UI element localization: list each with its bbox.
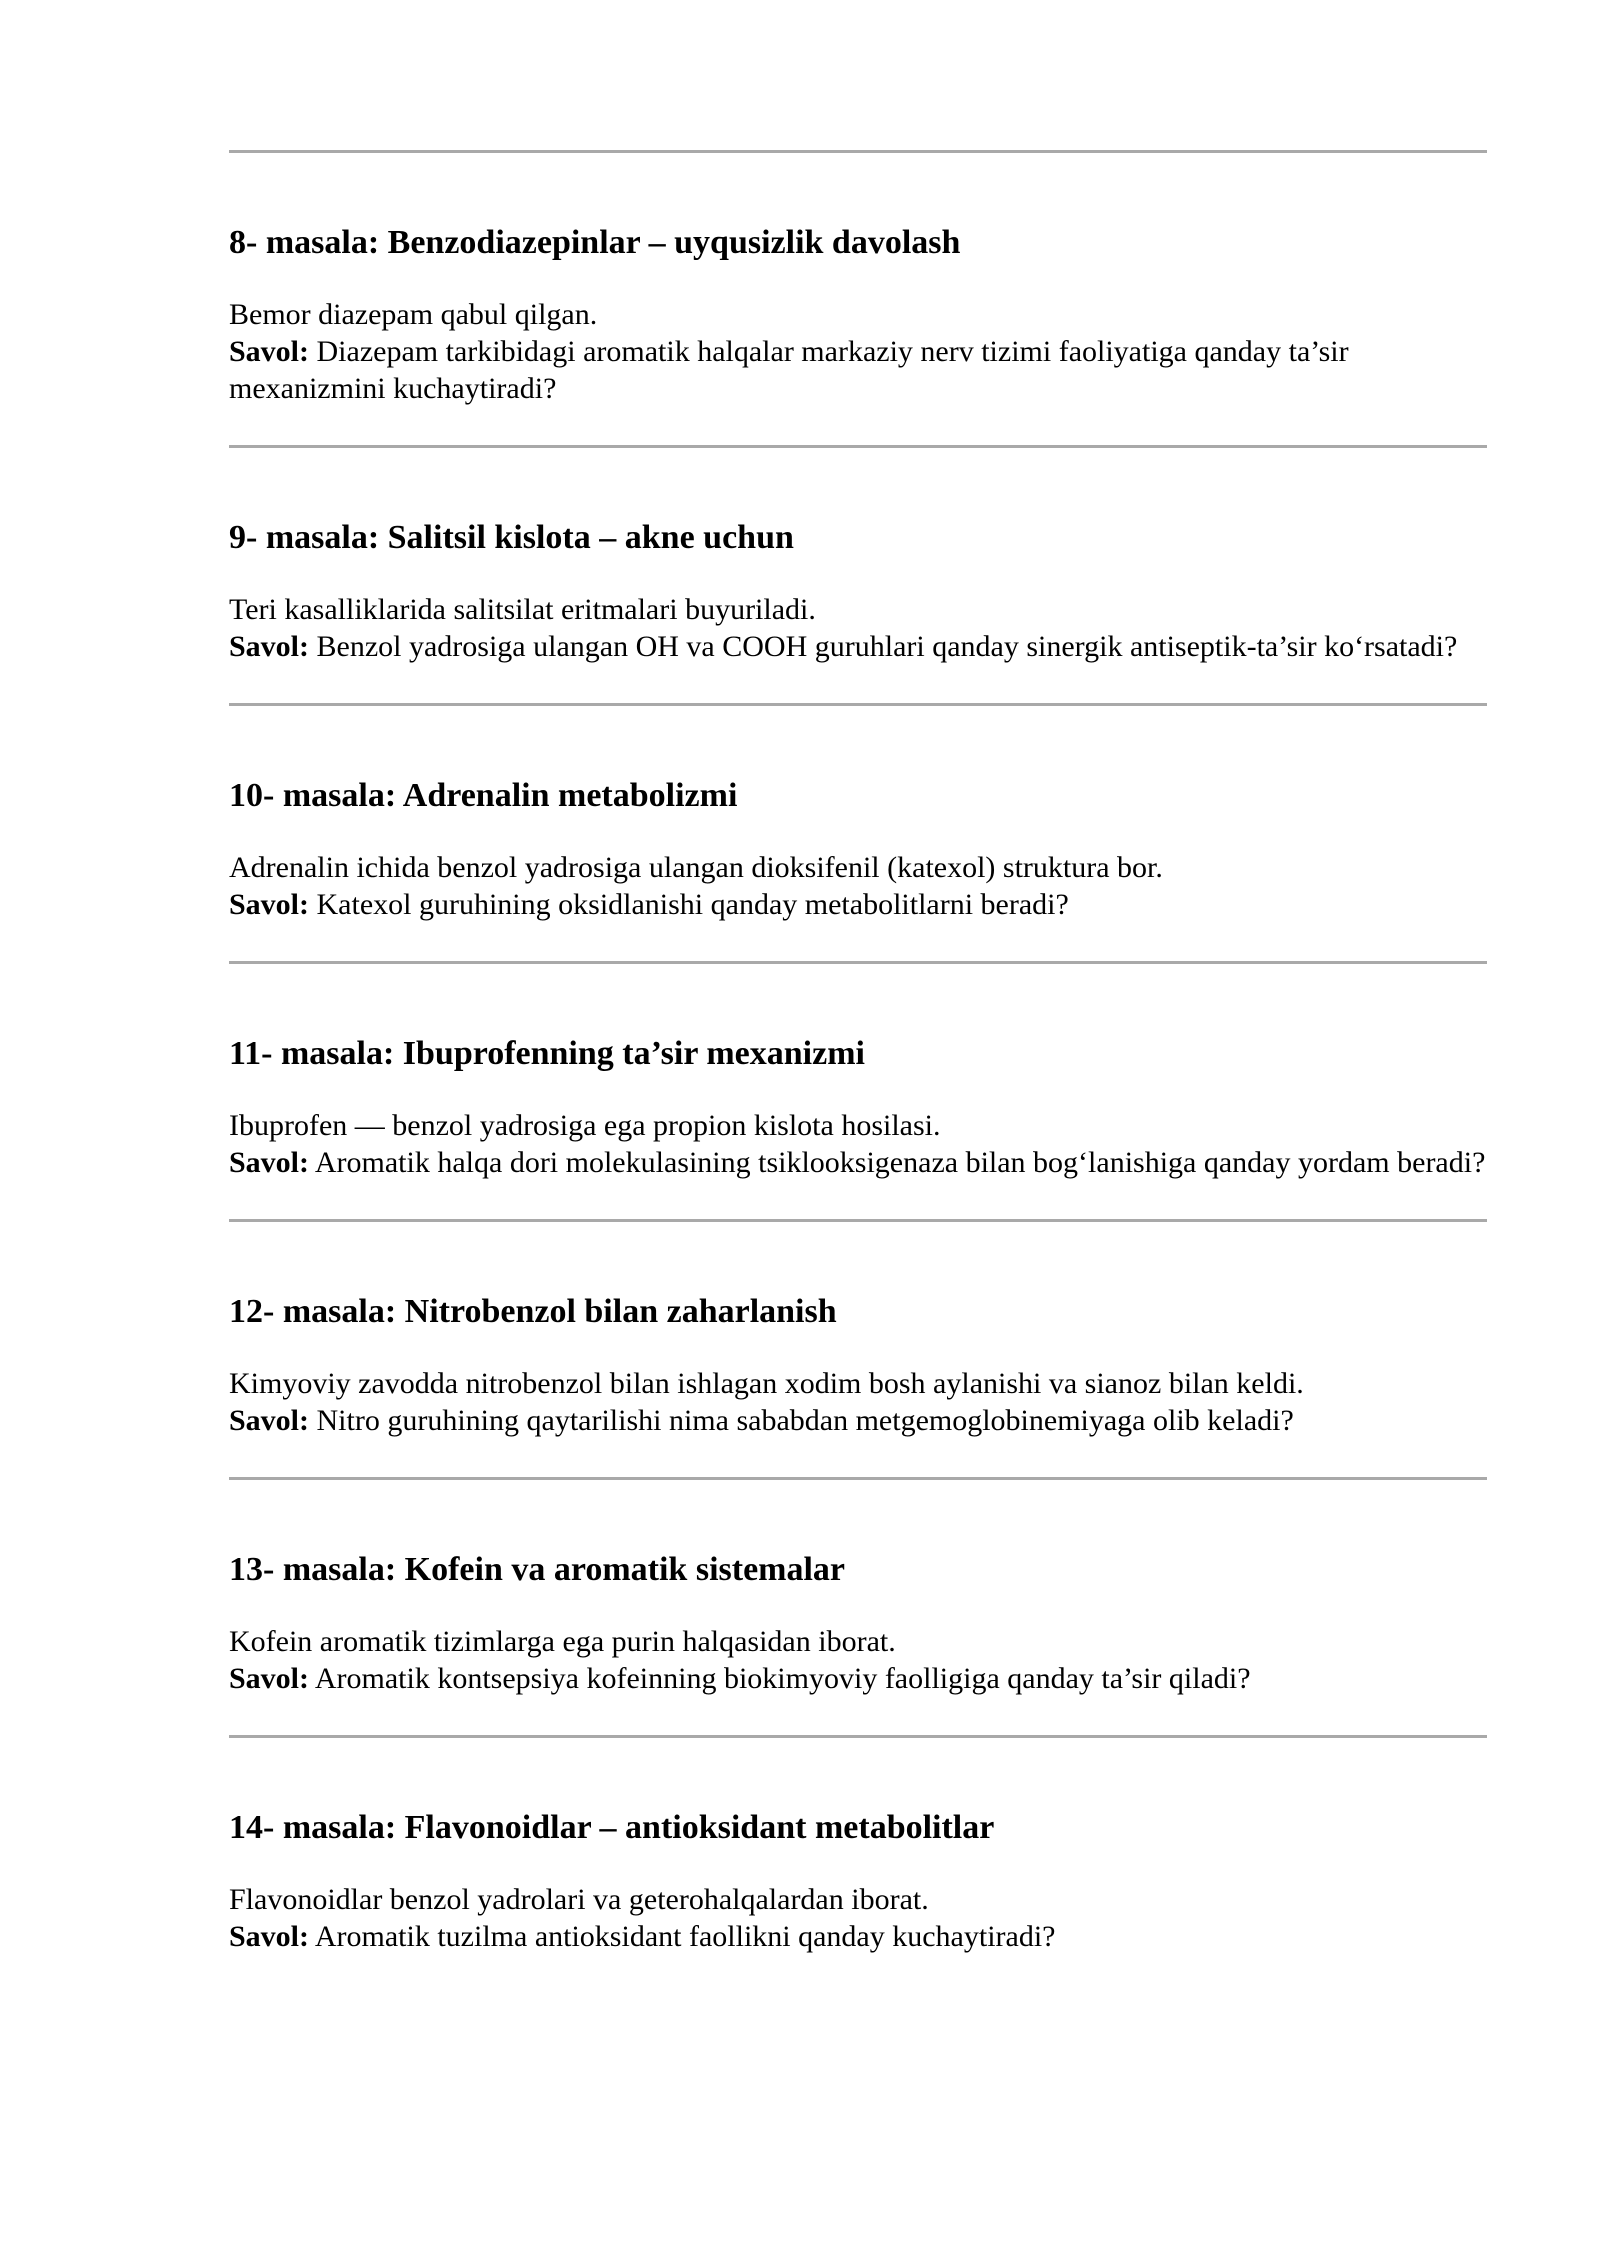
document-page: [229, 0, 1487, 1993]
task-14: [229, 1738, 1487, 1993]
task-description: Kimyoviy zavodda nitrobenzol bilan ishlagan xodim bosh aylanishi va sianoz bilan keldi.: [229, 1367, 1304, 1400]
question-label: Savol:: [229, 1146, 310, 1179]
task-11: [229, 964, 1487, 1219]
task-description: Teri kasalliklarida salitsilat eritmalari buyuriladi.: [229, 593, 816, 626]
task-9: [229, 448, 1487, 703]
question-label: Savol:: [229, 1920, 310, 1953]
question-text: Aromatik tuzilma antioksidant faollikni qanday kuchaytiradi?: [314, 1920, 1056, 1953]
task-question: [229, 1660, 1487, 1697]
task-8: [229, 153, 1487, 445]
question-text: Aromatik halqa dori molekulasining tsiklooksigenaza bilan bog‘lanishiga qanday yordam beradi?: [314, 1146, 1486, 1179]
task-title: 9- masala: Salitsil kislota – akne uchun: [229, 519, 794, 556]
task-description: Bemor diazepam qabul qilgan.: [229, 298, 598, 331]
question-text: Aromatik kontsepsiya kofeinning biokimyoviy faolligiga qanday ta’sir qiladi?: [314, 1662, 1251, 1695]
task-question: [229, 333, 1487, 407]
task-title: 11- masala: Ibuprofenning ta’sir mexanizmi: [229, 1035, 865, 1072]
question-label: Savol:: [229, 1404, 310, 1437]
task-description: Kofein aromatik tizimlarga ega purin halqasidan iborat.: [229, 1625, 896, 1658]
question-label: Savol:: [229, 335, 310, 368]
task-description: Ibuprofen — benzol yadrosiga ega propion kislota hosilasi.: [229, 1109, 941, 1142]
task-question: [229, 886, 1487, 923]
question-text: Diazepam tarkibidagi aromatik halqalar markaziy nerv tizimi faoliyatiga qanday ta’sir mexanizmini kuchaytiradi?: [229, 335, 1349, 405]
task-title: 14- masala: Flavonoidlar – antioksidant metabolitlar: [229, 1809, 995, 1846]
task-title: 8- masala: Benzodiazepinlar – uyqusizlik davolash: [229, 224, 961, 261]
task-question: [229, 628, 1487, 665]
task-title: 12- masala: Nitrobenzol bilan zaharlanish: [229, 1293, 837, 1330]
task-12: [229, 1222, 1487, 1477]
question-label: Savol:: [229, 888, 310, 921]
question-text: Benzol yadrosiga ulangan OH va COOH guruhlari qanday sinergik antiseptik-ta’sir ko‘rsatadi?: [316, 630, 1458, 663]
question-label: Savol:: [229, 630, 310, 663]
task-description: Adrenalin ichida benzol yadrosiga ulangan dioksifenil (katexol) struktura bor.: [229, 851, 1163, 884]
task-question: [229, 1918, 1487, 1955]
task-title: 13- masala: Kofein va aromatik sistemalar: [229, 1551, 846, 1588]
question-label: Savol:: [229, 1662, 310, 1695]
task-10: [229, 706, 1487, 961]
task-13: [229, 1480, 1487, 1735]
task-description: Flavonoidlar benzol yadrolari va geterohalqalardan iborat.: [229, 1883, 929, 1916]
question-text: Nitro guruhining qaytarilishi nima sababdan metgemoglobinemiyaga olib keladi?: [316, 1404, 1294, 1437]
task-question: [229, 1402, 1487, 1439]
task-question: [229, 1144, 1487, 1181]
question-text: Katexol guruhining oksidlanishi qanday metabolitlarni beradi?: [316, 888, 1069, 921]
task-title: 10- masala: Adrenalin metabolizmi: [229, 777, 738, 814]
